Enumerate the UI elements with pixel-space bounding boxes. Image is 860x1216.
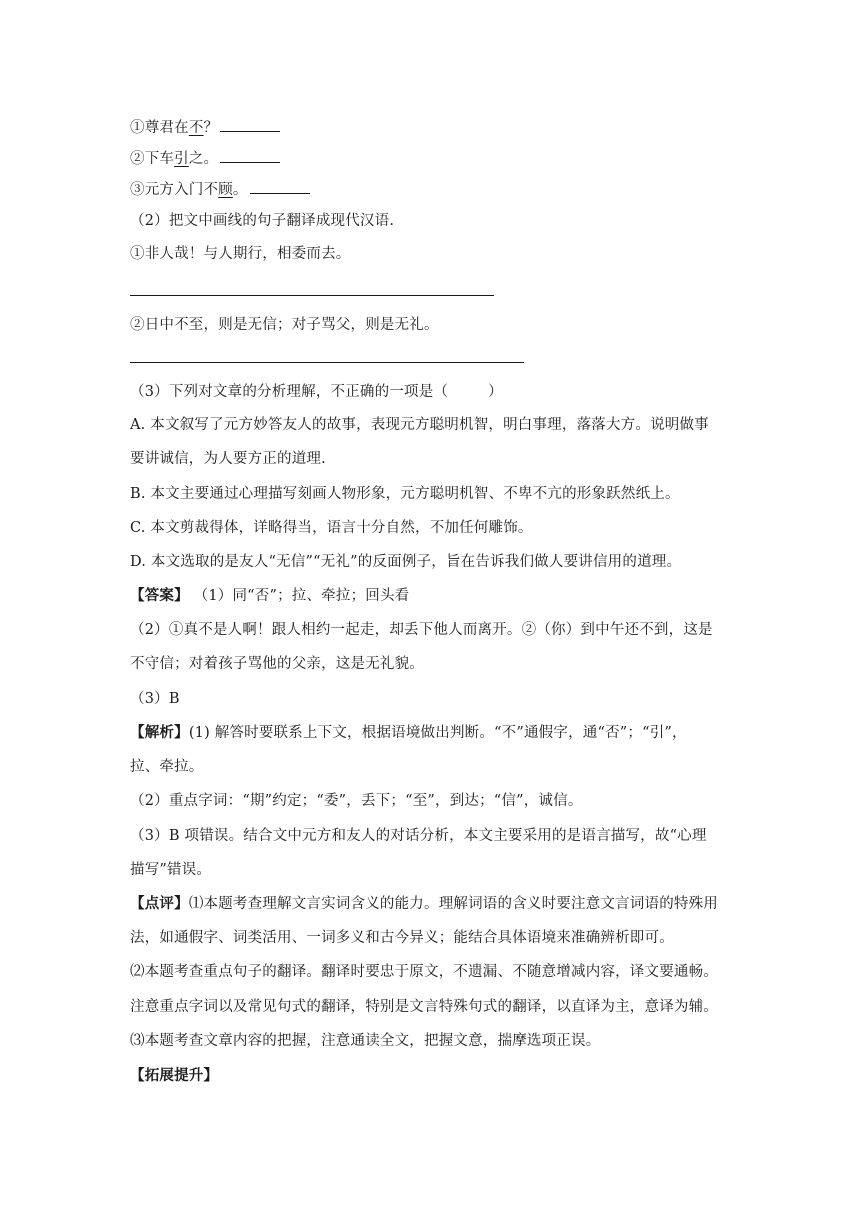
comment-line5: ⑶本题考查文章内容的把握，注意通读全文，把握文意，揣摩选项正误。 — [130, 1033, 601, 1049]
comment-line1 — [130, 894, 718, 914]
q3-prompt-text: （3）下列对文章的分析理解，不正确的一项是（ — [130, 384, 449, 400]
q3-option-d: D. 本文选取的是友人“无信”“无礼”的反面例子，旨在告诉我们做人要讲信用的道理。 — [130, 554, 682, 570]
q1-item-3-suffix: 。 — [232, 182, 248, 198]
q1-item-1-word: 不 — [188, 120, 204, 136]
analysis-line5: 描写”错误。 — [130, 862, 212, 878]
answer-line-2 — [130, 362, 524, 363]
analysis-line1 — [130, 723, 687, 743]
answer-part-2-line2: 不守信；对着孩子骂他的父亲，这是无礼貌。 — [130, 656, 424, 672]
analysis-line3: （2）重点字词：“期”约定；“委”，丢下；“至”，到达；“信”，诚信。 — [130, 793, 583, 809]
answer-blank — [220, 117, 280, 132]
q3-option-a-line2: 要讲诚信，为人要方正的道理. — [130, 451, 326, 467]
answer-part-3: （3）B — [130, 691, 180, 707]
q1-item-1-suffix: ？ — [203, 120, 219, 136]
extension-heading: 【拓展提升】 — [130, 1067, 219, 1084]
analysis-line4: （3）B 项错误。结合文中元方和友人的对话分析，本文主要采用的是语言描写，故“心理 — [130, 828, 707, 844]
q3-option-a-line1: A. 本文叙写了元方妙答友人的故事，表现元方聪明机智，明白事理，落落大方。说明做事 — [130, 417, 709, 433]
q1-item-2 — [130, 148, 280, 169]
q1-item-3-word: 顾 — [218, 182, 233, 198]
answer-blank — [220, 148, 280, 163]
answer-part-2-line1: （2）①真不是人啊！跟人相约一起走，却丢下他人而离开。②（你）到中午还不到，这是 — [130, 622, 713, 638]
q3-option-c: C. 本文剪裁得体，详略得当，语言十分自然，不加任何雕饰。 — [130, 520, 533, 536]
q3-prompt — [130, 382, 503, 402]
q1-item-2-prefix: ②下车 — [130, 151, 175, 167]
analysis-label: 【解析】 — [130, 724, 189, 741]
answer-block-1 — [130, 586, 409, 606]
q1-item-2-word: 引 — [174, 151, 189, 167]
comment-line2: 法，如通假字、词类活用、一词多义和古今异义；能结合具体语境来准确辨析即可。 — [130, 930, 674, 946]
comment-text-1: ⑴本题考查理解文言实词含义的能力。理解词语的含义时要注意文言词语的特殊用 — [188, 896, 719, 912]
q1-item-1-prefix: ①尊君在 — [130, 120, 189, 136]
q1-item-3-prefix: ③元方入门不 — [130, 182, 219, 198]
q1-item-1 — [130, 117, 280, 138]
q1-item-3 — [130, 179, 310, 200]
q1-item-2-suffix: 之。 — [188, 151, 219, 167]
q3-option-b: B. 本文主要通过心理描写刻画人物形象，元方聪明机智、不卑不亢的形象跃然纸上。 — [130, 486, 680, 502]
q2-sentence-2: ②日中不至，则是无信；对子骂父，则是无礼。 — [130, 317, 439, 333]
answer-part-1: （1）同“否”；拉、牵拉；回头看 — [193, 588, 410, 604]
comment-line3: ⑵本题考查重点句子的翻译。翻译时要忠于原文，不遗漏、不随意增减内容，译文要通畅。 — [130, 964, 718, 980]
analysis-line2: 拉、牵拉。 — [130, 759, 204, 775]
comment-label: 【点评】 — [130, 895, 189, 912]
answer-blank — [250, 179, 310, 194]
q3-prompt-close: ） — [488, 384, 503, 400]
analysis-text-1: (1) 解答时要联系上下文，根据语境做出判断。“不”通假字，通“否”；“引”， — [188, 725, 687, 741]
q2-prompt: （2）把文中画线的句子翻译成现代汉语. — [130, 213, 395, 229]
answer-label: 【答案】 — [130, 587, 189, 604]
answer-line-1 — [130, 295, 494, 296]
comment-line4: 注意重点字词以及常见句式的翻译，特别是文言特殊句式的翻译，以直译为主，意译为辅。 — [130, 999, 718, 1015]
q2-sentence-1: ①非人哉！与人期行，相委而去。 — [130, 246, 351, 262]
